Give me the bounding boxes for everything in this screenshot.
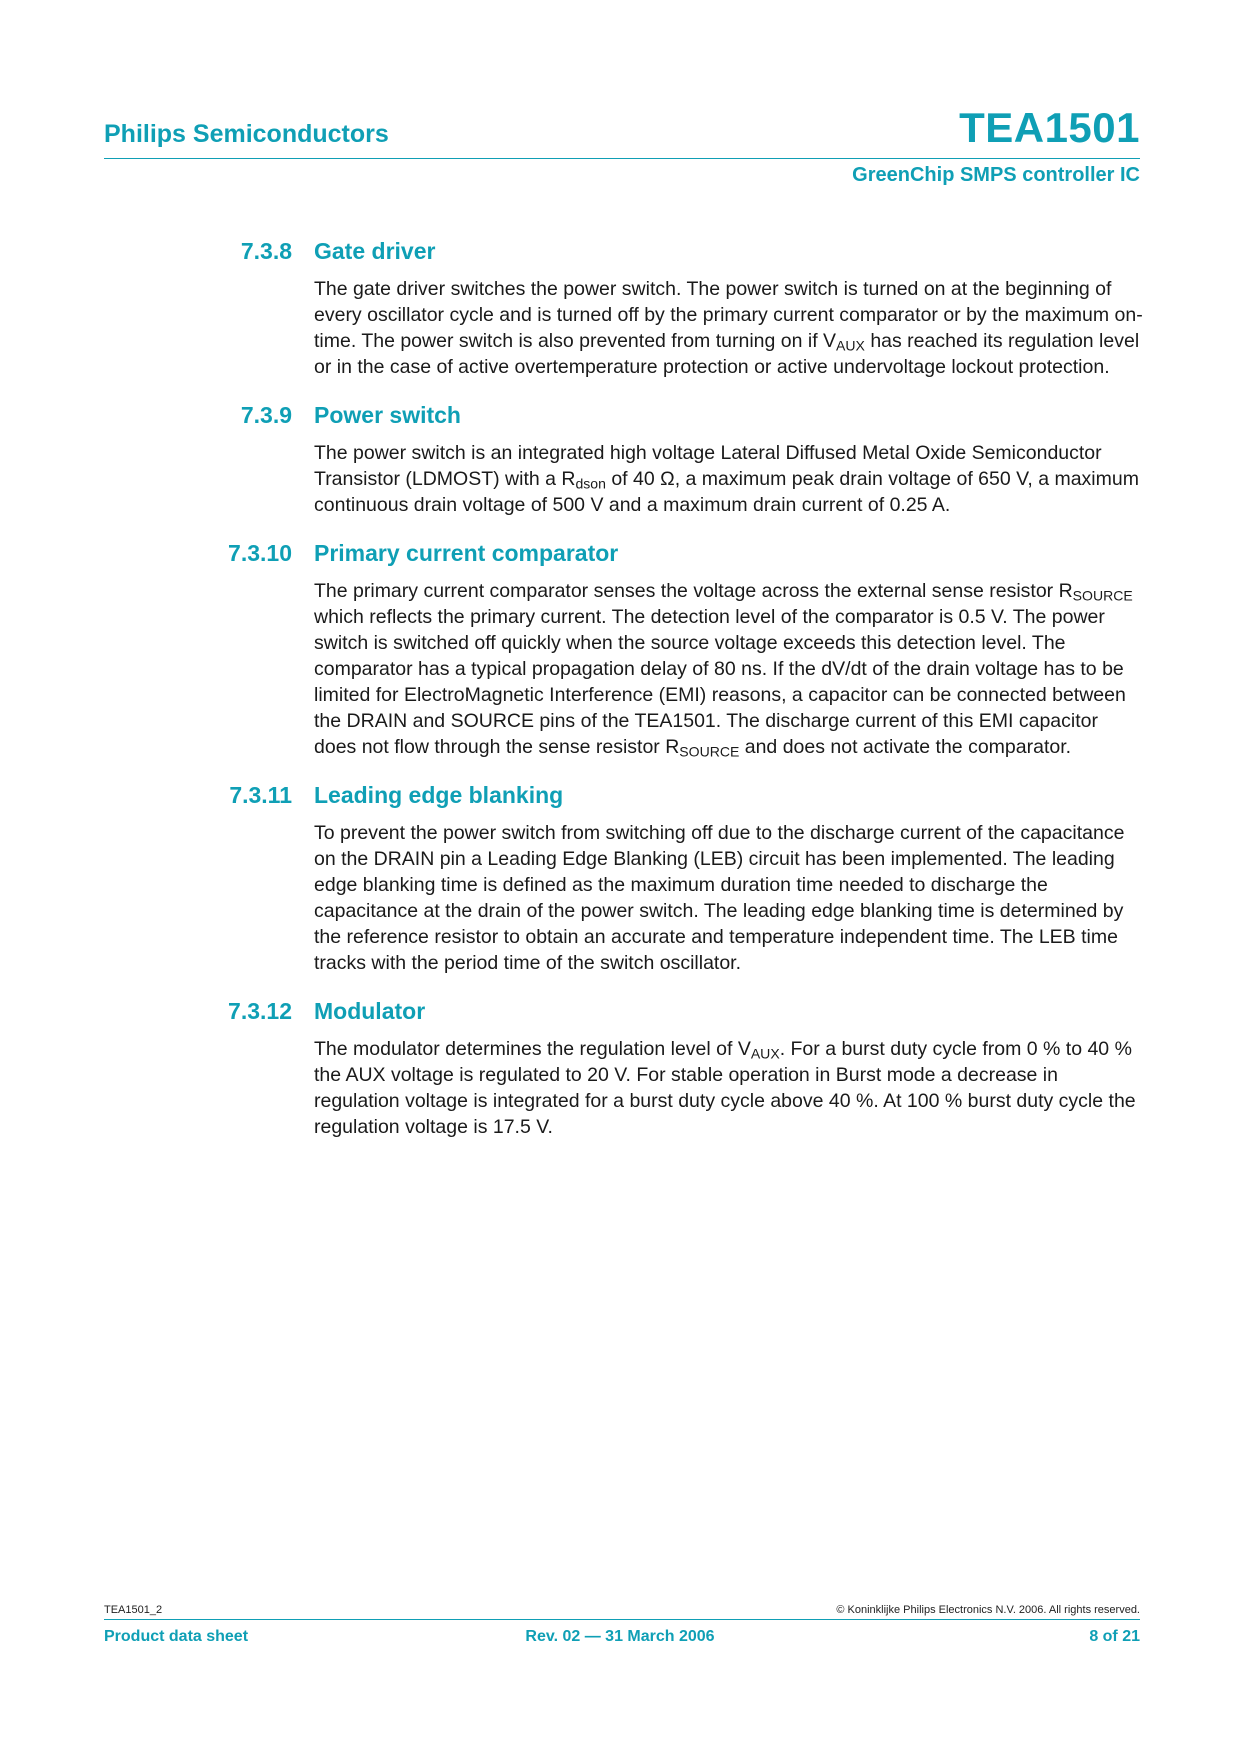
section-leading-edge-blanking bbox=[0, 782, 1240, 976]
paragraph-text: The power switch is an integrated high voltage Lateral Diffused Metal Oxide Semiconductor Transistor (LDMOST) with a $R_{dson}$ of 40 Ω, a maximum peak drain voltage of 650 V, a maximum continuous drain voltage of 500 V and a maximum drain current of 0.25 A. bbox=[314, 442, 1139, 516]
document-type: Product data sheet bbox=[104, 1628, 249, 1645]
section-number: 7.3.8 bbox=[240, 238, 292, 264]
paragraph-text: The modulator determines the regulation level of $V_{AUX}$. For a burst duty cycle from 0 % to 40 % the AUX voltage is regulated to 20 V. For stable operation in Burst mode a decrease in regulation voltage is integrated for a burst duty cycle above 40 %. At 100 % burst duty cycle the regulation voltage is 17.5 V. bbox=[314, 1038, 1136, 1138]
paragraph-text: The gate driver switches the power switch. The power switch is turned on at the beginning of every oscillator cycle and is turned off by the primary current comparator or by the maximum on-time. The power switch is also prevented from turning on if $V_{AUX}$ has reached its regulation level or in the case of active overtemperature protection or active undervoltage lockout protection. bbox=[314, 278, 1143, 378]
section-heading bbox=[0, 540, 1240, 570]
section-number: 7.3.9 bbox=[240, 402, 292, 428]
page-number: 8 of 21 bbox=[1089, 1628, 1140, 1645]
section-heading bbox=[0, 998, 1240, 1028]
section-paragraph bbox=[314, 276, 1144, 380]
revision-date: Rev. 02 — 31 March 2006 bbox=[525, 1628, 715, 1645]
section-title: Gate driver bbox=[314, 238, 436, 264]
section-primary-current-comparator bbox=[0, 540, 1240, 760]
section-heading bbox=[0, 238, 1240, 268]
product-title: TEA1501 bbox=[959, 104, 1140, 151]
section-number: 7.3.12 bbox=[228, 998, 292, 1024]
section-power-switch bbox=[0, 402, 1240, 518]
paragraph-text: To prevent the power switch from switching off due to the discharge current of the capacitance on the DRAIN pin a Leading Edge Blanking (LEB) circuit has been implemented. The leading edge blanking time is defined as the maximum duration time needed to discharge the capacitance at the drain of the power switch. The leading edge blanking time is determined by the reference resistor to obtain an accurate and temperature independent time. The LEB time tracks with the period time of the switch oscillator. bbox=[314, 822, 1125, 974]
document-body bbox=[0, 238, 1240, 1162]
section-gate-driver bbox=[0, 238, 1240, 380]
company-name: Philips Semiconductors bbox=[104, 120, 389, 148]
section-number: 7.3.10 bbox=[228, 540, 292, 566]
section-paragraph bbox=[314, 578, 1144, 760]
section-title: Leading edge blanking bbox=[314, 782, 564, 808]
product-subtitle: GreenChip SMPS controller IC bbox=[852, 164, 1140, 186]
section-title: Primary current comparator bbox=[314, 540, 619, 566]
section-title: Power switch bbox=[314, 402, 461, 428]
section-number: 7.3.11 bbox=[229, 782, 292, 808]
paragraph-text: The primary current comparator senses the voltage across the external sense resistor $R_{SOURCE}$ which reflects the primary current. The detection level of the comparator is 0.5 V. The power switch is switched off quickly when the source voltage exceeds this detection level. The comparator has a typical propagation delay of 80 ns. If the dV/dt of the drain voltage has to be limited for ElectroMagnetic Interference (EMI) reasons, a capacitor can be connected between the DRAIN and SOURCE pins of the TEA1501. The discharge current of this EMI capacitor does not flow through the sense resistor $R_{SOURCE}$ and does not activate the comparator. bbox=[314, 580, 1133, 760]
document-id: TEA1501_2 bbox=[104, 1604, 163, 1616]
section-title: Modulator bbox=[314, 998, 426, 1024]
section-paragraph bbox=[314, 820, 1144, 976]
copyright-notice: © Koninklijke Philips Electronics N.V. 2006. All rights reserved. bbox=[836, 1604, 1140, 1616]
section-modulator bbox=[0, 998, 1240, 1140]
footer-rule bbox=[104, 1619, 1140, 1620]
section-heading bbox=[0, 782, 1240, 812]
section-paragraph bbox=[314, 1036, 1144, 1140]
section-paragraph bbox=[314, 440, 1144, 518]
section-heading bbox=[0, 402, 1240, 432]
header-rule bbox=[104, 158, 1140, 159]
